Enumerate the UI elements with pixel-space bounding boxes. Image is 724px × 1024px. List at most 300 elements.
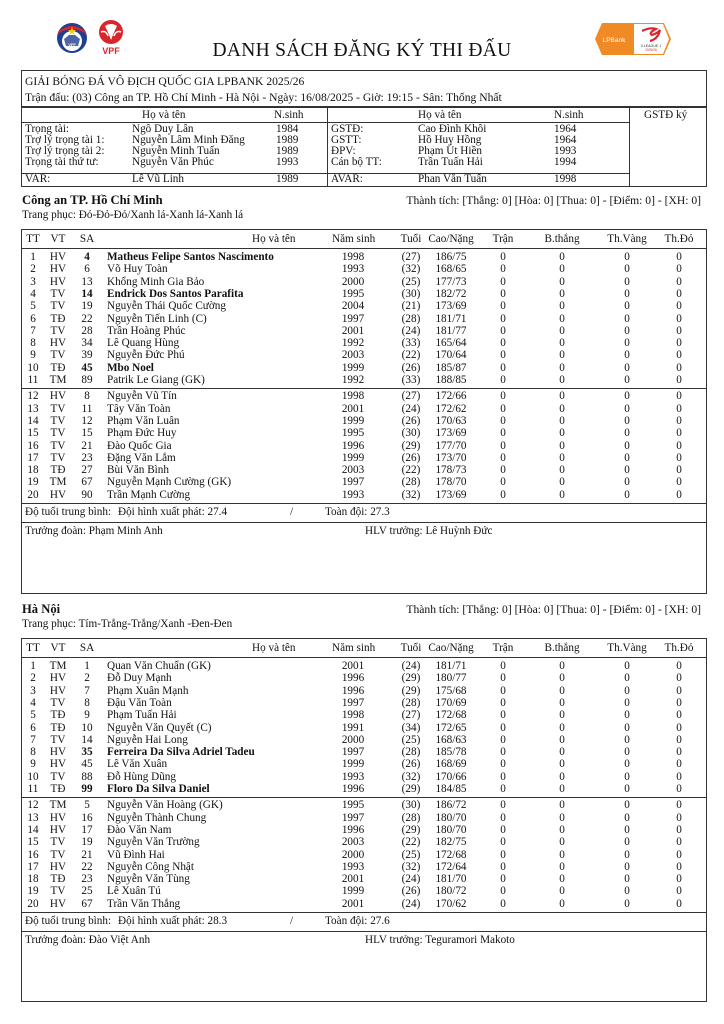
player-goals: 0 xyxy=(559,349,565,362)
column-header-hw: Cao/Nặng xyxy=(428,233,474,245)
player-matches: 0 xyxy=(500,836,506,849)
player-height-weight: 172/68 xyxy=(435,848,467,861)
player-position: TV xyxy=(50,287,66,300)
player-shirt-number: 22 xyxy=(81,860,93,873)
player-age: (29) xyxy=(401,684,421,697)
officials-right-header xyxy=(328,108,629,123)
player-red-cards: 0 xyxy=(676,439,682,452)
player-red-cards: 0 xyxy=(676,770,682,783)
player-position: HV xyxy=(49,390,67,403)
player-yellow-cards: 0 xyxy=(624,275,630,288)
player-name: Ferreira Da Silva Adriel Tadeu xyxy=(107,746,255,759)
player-goals: 0 xyxy=(559,374,565,386)
player-shirt-number: 5 xyxy=(84,799,90,812)
player-number-index: 10 xyxy=(27,770,39,783)
player-goals: 0 xyxy=(559,414,565,427)
player-number-index: 19 xyxy=(27,476,39,489)
column-header-hw: Cao/Nặng xyxy=(428,642,474,654)
average-age-team: Toàn đội: 27.3 xyxy=(325,506,390,518)
player-yellow-cards: 0 xyxy=(624,427,630,440)
player-matches: 0 xyxy=(500,402,506,415)
player-name: Trần Hoàng Phúc xyxy=(107,324,186,337)
player-name: Nguyễn Thành Chung xyxy=(107,811,207,824)
player-birth-year: 1992 xyxy=(341,337,365,350)
official-role: Cán bộ TT: xyxy=(331,156,382,168)
average-age-label: Độ tuổi trung bình: xyxy=(25,506,112,518)
player-row xyxy=(22,836,706,848)
player-birth-year: 2004 xyxy=(341,300,365,313)
player-name: Nguyễn Văn Trường xyxy=(107,836,200,849)
svg-text:LPBank: LPBank xyxy=(602,37,626,44)
player-matches: 0 xyxy=(500,684,506,697)
player-matches: 0 xyxy=(500,672,506,685)
official-yob: 1993 xyxy=(554,145,577,157)
team-name-away: Hà Nội xyxy=(22,602,61,616)
player-shirt-number: 67 xyxy=(81,897,93,910)
player-shirt-number: 39 xyxy=(81,349,93,362)
player-matches: 0 xyxy=(500,263,506,276)
player-matches: 0 xyxy=(500,251,506,263)
player-row xyxy=(22,349,706,361)
player-height-weight: 173/69 xyxy=(435,427,467,440)
player-name: Đặng Văn Lắm xyxy=(107,451,176,464)
player-birth-year: 1995 xyxy=(341,427,365,440)
head-coach: HLV trưởng: Lê Huỳnh Đức xyxy=(365,525,493,537)
player-goals: 0 xyxy=(559,836,565,849)
player-yellow-cards: 0 xyxy=(624,709,630,722)
player-matches: 0 xyxy=(500,439,506,452)
column-header-yellow: Th.Vàng xyxy=(607,233,647,245)
header-yob: N.sinh xyxy=(554,109,584,121)
player-height-weight: 168/65 xyxy=(435,263,467,276)
player-row xyxy=(22,276,706,288)
player-yellow-cards: 0 xyxy=(624,823,630,836)
player-birth-year: 1997 xyxy=(341,476,365,489)
player-age: (25) xyxy=(401,275,421,288)
player-matches: 0 xyxy=(500,848,506,861)
average-age-separator: / xyxy=(290,915,294,927)
player-goals: 0 xyxy=(559,758,565,771)
svg-text:VFF: VFF xyxy=(68,42,76,47)
player-number-index: 18 xyxy=(27,873,39,886)
player-age: (32) xyxy=(401,770,421,783)
player-position: HV xyxy=(49,860,67,873)
page-title: DANH SÁCH ĐĂNG KÝ THI ĐẤU xyxy=(212,40,512,61)
tournament-name: GIẢI BÓNG ĐÁ VÔ ĐỊCH QUỐC GIA LPBANK 2025/26 xyxy=(25,75,305,88)
player-position: HV xyxy=(49,672,67,685)
player-row xyxy=(22,672,706,684)
player-row xyxy=(22,709,706,721)
player-position: TM xyxy=(49,374,67,386)
player-number-index: 5 xyxy=(30,300,36,313)
player-shirt-number: 19 xyxy=(81,300,93,313)
header-yob: N.sinh xyxy=(274,109,304,121)
player-height-weight: 177/73 xyxy=(435,275,467,288)
player-name: Nguyễn Hai Long xyxy=(107,733,188,746)
player-shirt-number: 34 xyxy=(81,337,93,350)
player-age: (32) xyxy=(401,860,421,873)
player-goals: 0 xyxy=(559,721,565,734)
player-yellow-cards: 0 xyxy=(624,439,630,452)
player-birth-year: 1993 xyxy=(341,488,365,501)
player-row xyxy=(22,783,706,795)
player-birth-year: 1992 xyxy=(341,374,365,386)
player-yellow-cards: 0 xyxy=(624,464,630,477)
player-age: (22) xyxy=(401,349,421,362)
player-red-cards: 0 xyxy=(676,811,682,824)
player-birth-year: 2003 xyxy=(341,464,365,477)
player-position: TV xyxy=(50,402,66,415)
player-yellow-cards: 0 xyxy=(624,836,630,849)
player-number-index: 1 xyxy=(30,251,36,263)
player-red-cards: 0 xyxy=(676,349,682,362)
player-birth-year: 2003 xyxy=(341,836,365,849)
player-height-weight: 173/69 xyxy=(435,300,467,313)
player-birth-year: 1995 xyxy=(341,287,365,300)
player-birth-year: 1999 xyxy=(341,885,365,898)
player-position: TV xyxy=(50,770,66,783)
player-red-cards: 0 xyxy=(676,324,682,337)
player-goals: 0 xyxy=(559,275,565,288)
player-height-weight: 185/78 xyxy=(435,746,467,759)
player-name: Lê Xuân Tú xyxy=(107,885,161,898)
player-name: Nguyễn Công Nhật xyxy=(107,860,195,873)
player-row xyxy=(22,403,706,415)
player-yellow-cards: 0 xyxy=(624,799,630,812)
player-matches: 0 xyxy=(500,349,506,362)
player-row xyxy=(22,734,706,746)
column-header-age: Tuổi xyxy=(400,642,422,654)
player-row xyxy=(22,898,706,910)
player-row xyxy=(22,374,706,386)
player-name: Phạm Xuân Mạnh xyxy=(107,684,189,697)
player-matches: 0 xyxy=(500,476,506,489)
player-number-index: 2 xyxy=(30,672,36,685)
player-row xyxy=(22,771,706,783)
player-position: TV xyxy=(50,885,66,898)
header-sign: GSTĐ ký xyxy=(644,109,688,121)
player-number-index: 7 xyxy=(30,733,36,746)
player-goals: 0 xyxy=(559,709,565,722)
player-red-cards: 0 xyxy=(676,783,682,795)
player-height-weight: 180/70 xyxy=(435,811,467,824)
official-yob: 1994 xyxy=(554,156,577,168)
player-shirt-number: 15 xyxy=(81,427,93,440)
officials-table xyxy=(21,107,707,187)
player-red-cards: 0 xyxy=(676,848,682,861)
player-row xyxy=(22,873,706,885)
player-shirt-number: 89 xyxy=(81,374,93,386)
column-header-goals: B.thắng xyxy=(544,233,580,245)
player-height-weight: 168/69 xyxy=(435,758,467,771)
official-name: Nguyễn Minh Tuấn xyxy=(132,145,220,157)
player-red-cards: 0 xyxy=(676,860,682,873)
player-yellow-cards: 0 xyxy=(624,746,630,759)
player-red-cards: 0 xyxy=(676,660,682,672)
player-number-index: 8 xyxy=(30,337,36,350)
player-shirt-number: 13 xyxy=(81,275,93,288)
official-role: AVAR: xyxy=(331,173,363,185)
official-name: Phan Văn Tuấn xyxy=(418,173,487,185)
player-red-cards: 0 xyxy=(676,733,682,746)
player-matches: 0 xyxy=(500,897,506,910)
player-yellow-cards: 0 xyxy=(624,476,630,489)
average-age-starting: Đội hình xuất phát: 28.3 xyxy=(118,915,228,927)
player-name: Võ Huy Toàn xyxy=(107,263,168,276)
official-role: Trợ lý trọng tài 1: xyxy=(25,134,105,146)
column-header-goals: B.thắng xyxy=(544,642,580,654)
player-name: Nguyễn Văn Quyết (C) xyxy=(107,721,212,734)
player-matches: 0 xyxy=(500,414,506,427)
player-name: Patrik Le Giang (GK) xyxy=(107,374,205,386)
average-age-row xyxy=(22,912,706,930)
player-yellow-cards: 0 xyxy=(624,374,630,386)
player-birth-year: 1993 xyxy=(341,770,365,783)
player-height-weight: 175/68 xyxy=(435,684,467,697)
player-goals: 0 xyxy=(559,873,565,886)
player-shirt-number: 2 xyxy=(84,672,90,685)
player-red-cards: 0 xyxy=(676,402,682,415)
player-red-cards: 0 xyxy=(676,300,682,313)
player-number-index: 6 xyxy=(30,721,36,734)
player-position: HV xyxy=(49,746,67,759)
player-age: (28) xyxy=(401,696,421,709)
player-birth-year: 2003 xyxy=(341,349,365,362)
player-position: HV xyxy=(49,758,67,771)
player-matches: 0 xyxy=(500,758,506,771)
player-yellow-cards: 0 xyxy=(624,672,630,685)
player-birth-year: 1991 xyxy=(341,721,365,734)
player-number-index: 16 xyxy=(27,848,39,861)
player-row xyxy=(22,799,706,811)
player-name: Quan Văn Chuẩn (GK) xyxy=(107,660,211,672)
column-header-red: Th.Đỏ xyxy=(664,233,694,245)
player-position: TM xyxy=(49,799,67,812)
player-number-index: 13 xyxy=(27,811,39,824)
player-shirt-number: 21 xyxy=(81,848,93,861)
player-position: HV xyxy=(49,811,67,824)
player-red-cards: 0 xyxy=(676,758,682,771)
player-goals: 0 xyxy=(559,476,565,489)
player-shirt-number: 45 xyxy=(81,758,93,771)
player-number-index: 11 xyxy=(27,783,39,795)
player-yellow-cards: 0 xyxy=(624,811,630,824)
average-age-separator: / xyxy=(290,506,294,518)
column-header-tt: TT xyxy=(26,642,40,654)
player-matches: 0 xyxy=(500,860,506,873)
player-position: HV xyxy=(49,275,67,288)
player-birth-year: 1997 xyxy=(341,811,365,824)
player-name: Phạm Tuấn Hải xyxy=(107,709,177,722)
official-name: Nguyễn Lâm Minh Đăng xyxy=(132,134,245,146)
player-red-cards: 0 xyxy=(676,684,682,697)
player-name: Nguyễn Tiến Linh (C) xyxy=(107,312,207,325)
player-position: TV xyxy=(50,439,66,452)
signature-header xyxy=(630,108,706,123)
column-header-sa: SA xyxy=(79,233,95,245)
official-role: Trọng tài thứ tư: xyxy=(25,156,99,168)
player-goals: 0 xyxy=(559,770,565,783)
player-shirt-number: 12 xyxy=(81,414,93,427)
player-yellow-cards: 0 xyxy=(624,390,630,403)
player-red-cards: 0 xyxy=(676,488,682,501)
official-name: Nguyễn Văn Phúc xyxy=(132,156,214,168)
player-number-index: 14 xyxy=(27,823,39,836)
player-name: Nguyễn Thái Quốc Cường xyxy=(107,300,226,313)
official-role: Trợ lý trọng tài 2: xyxy=(25,145,105,157)
player-height-weight: 188/85 xyxy=(435,374,467,386)
player-yellow-cards: 0 xyxy=(624,897,630,910)
staff-row xyxy=(22,931,706,1001)
player-name: Floro Da Silva Daniel xyxy=(107,783,210,795)
player-position: TĐ xyxy=(50,312,66,325)
player-red-cards: 0 xyxy=(676,897,682,910)
player-yellow-cards: 0 xyxy=(624,885,630,898)
player-number-index: 17 xyxy=(27,451,39,464)
player-shirt-number: 19 xyxy=(81,836,93,849)
player-number-index: 20 xyxy=(27,488,39,501)
player-goals: 0 xyxy=(559,488,565,501)
player-goals: 0 xyxy=(559,860,565,873)
player-height-weight: 181/70 xyxy=(435,873,467,886)
player-birth-year: 1996 xyxy=(341,684,365,697)
official-name: Hồ Huy Hồng xyxy=(418,134,482,146)
player-age: (30) xyxy=(401,799,421,812)
player-red-cards: 0 xyxy=(676,374,682,386)
official-yob: 1989 xyxy=(276,173,299,185)
supervisor-signature-box xyxy=(630,108,706,186)
player-shirt-number: 99 xyxy=(81,783,93,795)
player-matches: 0 xyxy=(500,275,506,288)
svg-text:VPF: VPF xyxy=(102,46,120,56)
player-shirt-number: 1 xyxy=(84,660,90,672)
player-row xyxy=(22,313,706,325)
player-number-index: 4 xyxy=(30,696,36,709)
player-position: TM xyxy=(49,660,67,672)
player-age: (30) xyxy=(401,427,421,440)
team-name-home: Công an TP. Hồ Chí Minh xyxy=(22,193,163,207)
player-goals: 0 xyxy=(559,300,565,313)
player-number-index: 15 xyxy=(27,427,39,440)
player-age: (26) xyxy=(401,758,421,771)
player-yellow-cards: 0 xyxy=(624,770,630,783)
player-yellow-cards: 0 xyxy=(624,873,630,886)
player-height-weight: 182/72 xyxy=(435,287,467,300)
player-yellow-cards: 0 xyxy=(624,733,630,746)
official-name: Lê Vũ Linh xyxy=(132,173,184,185)
player-shirt-number: 22 xyxy=(81,312,93,325)
player-shirt-number: 90 xyxy=(81,488,93,501)
match-details: Trận đấu: (03) Công an TP. Hồ Chí Minh - Hà Nội - Ngày: 16/08/2025 - Giờ: 19:15 - Sân: Thống Nhất xyxy=(25,91,502,104)
player-row xyxy=(22,697,706,709)
player-goals: 0 xyxy=(559,390,565,403)
player-shirt-number: 27 xyxy=(81,464,93,477)
player-age: (28) xyxy=(401,811,421,824)
player-birth-year: 2001 xyxy=(341,873,365,886)
official-name: Cao Đình Khôi xyxy=(418,123,487,135)
player-height-weight: 186/72 xyxy=(435,799,467,812)
player-position: TV xyxy=(50,414,66,427)
player-height-weight: 181/71 xyxy=(435,660,467,672)
official-yob: 1989 xyxy=(276,145,299,157)
player-row xyxy=(22,337,706,349)
player-red-cards: 0 xyxy=(676,476,682,489)
player-number-index: 16 xyxy=(27,439,39,452)
player-position: HV xyxy=(49,823,67,836)
player-age: (24) xyxy=(401,324,421,337)
player-goals: 0 xyxy=(559,823,565,836)
player-yellow-cards: 0 xyxy=(624,860,630,873)
player-position: TĐ xyxy=(50,783,66,795)
player-position: TĐ xyxy=(50,709,66,722)
team-kit-away: Trang phục: Tím-Trắng-Trắng/Xanh -Đen-Đen xyxy=(22,618,233,630)
player-row xyxy=(22,746,706,758)
player-matches: 0 xyxy=(500,811,506,824)
player-shirt-number: 10 xyxy=(81,721,93,734)
player-row xyxy=(22,390,706,402)
player-height-weight: 165/64 xyxy=(435,337,467,350)
player-age: (29) xyxy=(401,439,421,452)
player-shirt-number: 67 xyxy=(81,476,93,489)
player-shirt-number: 23 xyxy=(81,873,93,886)
official-row xyxy=(22,174,327,185)
player-age: (29) xyxy=(401,672,421,685)
player-goals: 0 xyxy=(559,660,565,672)
player-height-weight: 180/72 xyxy=(435,885,467,898)
official-row xyxy=(328,157,629,168)
official-role: Trọng tài: xyxy=(25,123,70,135)
player-red-cards: 0 xyxy=(676,275,682,288)
player-position: TV xyxy=(50,324,66,337)
official-yob: 1964 xyxy=(554,123,577,135)
officials-right xyxy=(328,108,630,186)
team-record-home: Thành tích: [Thắng: 0] [Hòa: 0] [Thua: 0] - [Điểm: 0] - [XH: 0] xyxy=(406,194,701,207)
player-position: TV xyxy=(50,349,66,362)
player-age: (24) xyxy=(401,660,421,672)
player-yellow-cards: 0 xyxy=(624,451,630,464)
player-height-weight: 181/71 xyxy=(435,312,467,325)
player-number-index: 9 xyxy=(30,349,36,362)
player-row xyxy=(22,300,706,312)
player-position: TĐ xyxy=(50,361,66,374)
player-red-cards: 0 xyxy=(676,672,682,685)
player-goals: 0 xyxy=(559,464,565,477)
player-red-cards: 0 xyxy=(676,709,682,722)
player-goals: 0 xyxy=(559,811,565,824)
player-red-cards: 0 xyxy=(676,287,682,300)
player-row xyxy=(22,812,706,824)
player-age: (26) xyxy=(401,451,421,464)
player-yellow-cards: 0 xyxy=(624,361,630,374)
player-birth-year: 1997 xyxy=(341,696,365,709)
player-age: (24) xyxy=(401,897,421,910)
player-position: HV xyxy=(49,488,67,501)
average-age-starting: Đội hình xuất phát: 27.4 xyxy=(118,506,228,518)
player-yellow-cards: 0 xyxy=(624,337,630,350)
player-number-index: 10 xyxy=(27,361,39,374)
official-yob: 1998 xyxy=(554,173,577,185)
player-yellow-cards: 0 xyxy=(624,414,630,427)
player-birth-year: 1996 xyxy=(341,439,365,452)
official-yob: 1993 xyxy=(276,156,299,168)
player-row xyxy=(22,885,706,897)
player-red-cards: 0 xyxy=(676,823,682,836)
player-name: Bùi Văn Bình xyxy=(107,464,169,477)
player-height-weight: 172/64 xyxy=(435,860,467,873)
player-height-weight: 172/62 xyxy=(435,402,467,415)
player-red-cards: 0 xyxy=(676,361,682,374)
column-header-red: Th.Đỏ xyxy=(664,642,694,654)
